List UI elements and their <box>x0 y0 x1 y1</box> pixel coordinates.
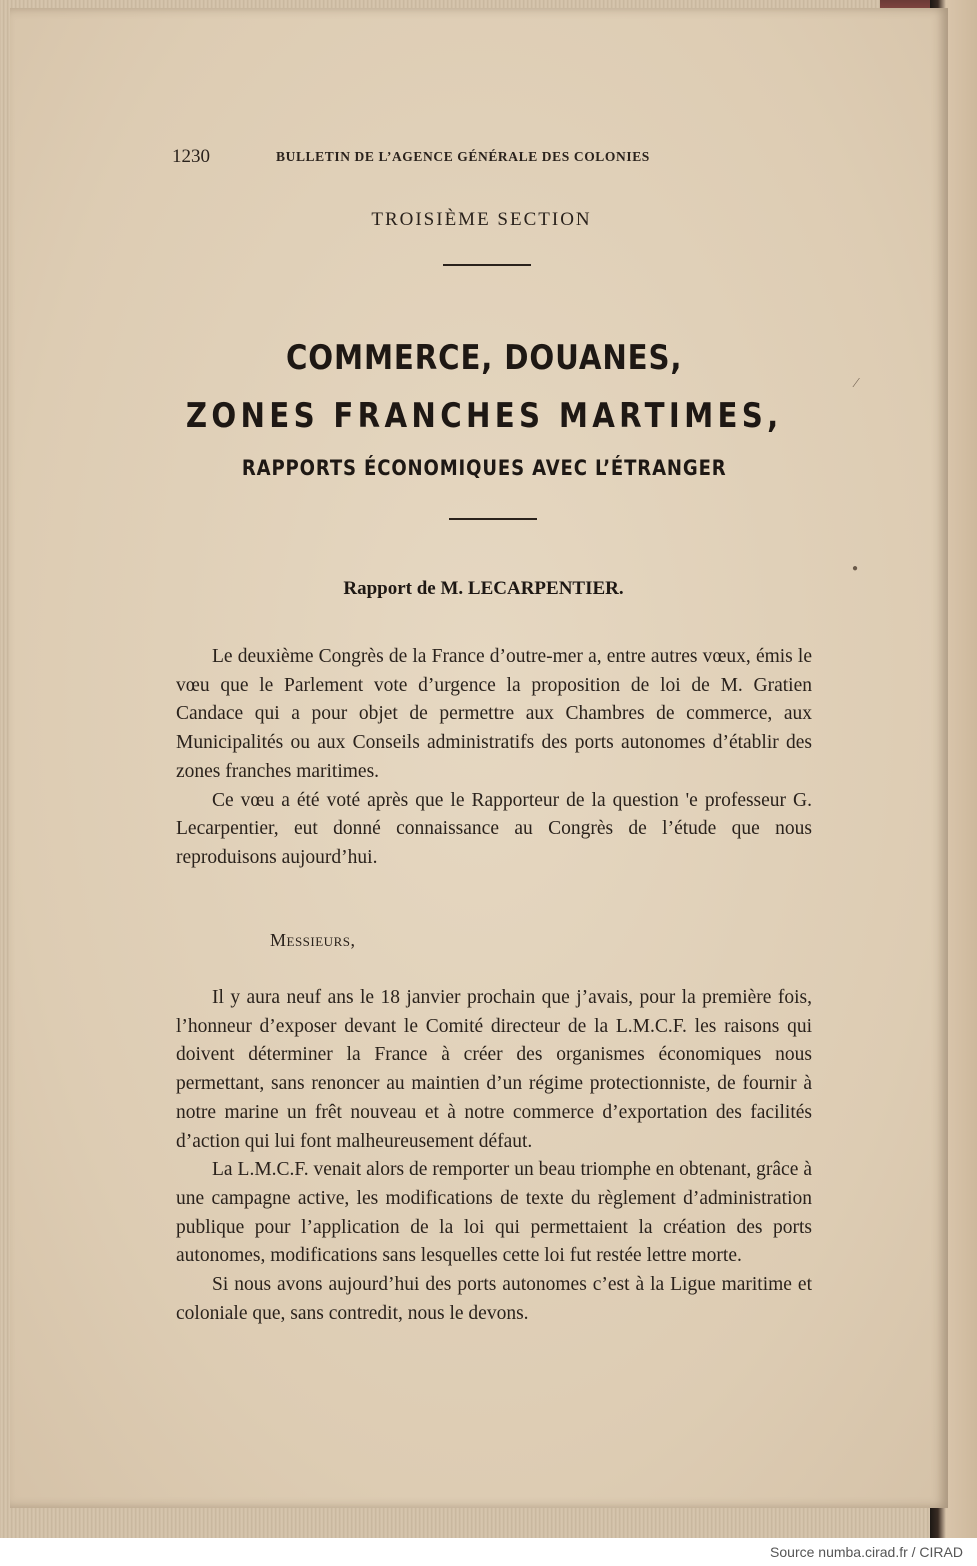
speech-text <box>176 984 812 1328</box>
report-title: Rapport de M. LECARPENTIER. <box>343 578 624 599</box>
salutation: Messieurs, <box>270 930 356 950</box>
paragraph: Si nous avons aujourd’hui des ports autonomes c’est à la Ligue maritime et coloniale que, sans contredit, nous le devons. <box>176 1274 812 1324</box>
heading-line-3: RAPPORTS ÉCONOMIQUES AVEC L’ÉTRANGER <box>241 456 727 480</box>
pencil-mark: ⁄ <box>855 376 858 391</box>
page-number: 1230 <box>172 146 210 167</box>
paragraph: Il y aura neuf ans le 18 janvier prochain que j’avais, pour la première fois, l’honneur d’exposer devant le Comité directeur de la L.M.C.F. les raisons qui doivent déterminer la France à créer des organismes économiques nous permettant, sans renoncer au maintien d’un régime protectionniste, de fournir à notre marine un frêt nouveau et à notre commerce d’exportation des facilités d’action qui lui font malheureusement défaut. <box>176 987 812 1152</box>
heading-line-1: COMMERCE, DOUANES, <box>285 338 683 378</box>
paragraph: Le deuxième Congrès de la France d’outre-mer a, entre autres vœux, émis le vœu que le Parlement vote d’urgence la proposition de loi de M. Gratien Candace qui a pour objet de permettre aux Chambres de commerce, aux Municipalités ou aux Conseils administratifs des ports autonomes d’établir des zones franches maritimes. <box>176 646 812 782</box>
journal-title: BULLETIN DE L’AGENCE GÉNÉRALE DES COLONIES <box>276 149 650 164</box>
divider-rule <box>443 264 531 266</box>
source-credit: Source numba.cirad.fr / CIRAD <box>770 1544 963 1560</box>
paragraph: La L.M.C.F. venait alors de remporter un beau triomphe en obtenant, grâce à une campagne active, les modifications de texte du règlement d’administration publique pour l’application de la loi qui permettaient la création des ports autonomes, modifications sans lesquelles cette loi fut restée lettre morte. <box>176 1159 812 1267</box>
ink-dot: ● <box>852 563 859 574</box>
divider-rule <box>449 518 537 520</box>
section-title: TROISIÈME SECTION <box>371 209 592 230</box>
paragraph: Ce vœu a été voté après que le Rapporteur de la question 'e professeur G. Lecarpentier, eut donné connaissance au Congrès de l’étude que nous reproduisons aujourd’hui. <box>176 789 812 868</box>
intro-text <box>176 643 812 873</box>
heading-line-2: ZONES FRANCHES MARTIMES, <box>185 396 783 436</box>
